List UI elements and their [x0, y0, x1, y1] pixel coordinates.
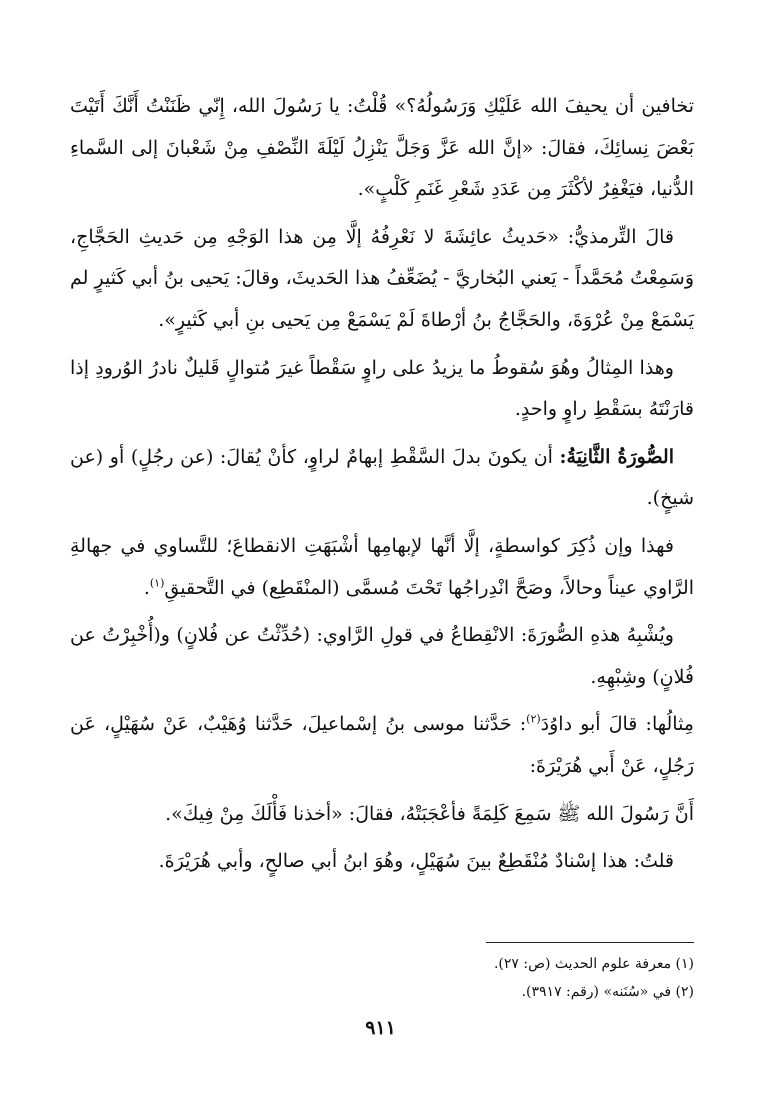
paragraph-text: وهذا المِثالُ وهُوَ سُقوطُ ما يزيدُ على راوٍ سَقْطاً غيرَ مُتوالٍ قَليلٌ نادرُ الوُرودِ إذا قارَنْتَهُ بسَقْطِ راوٍ واحدٍ. — [70, 356, 694, 421]
footnote-text: في «سُنَنه» (رقم: ٣٩١٧). — [521, 984, 672, 1000]
footnote-ref-1[interactable]: (١) — [149, 576, 165, 590]
paragraph-text: : حَدَّثنا موسى بنُ إسْماعيلَ، حَدَّثنا وُهَيْبٌ، عَنْ سُهَيْلٍ، عَن رَجُلٍ، عَنْ أَبي هُرَيْرَةَ: — [70, 713, 694, 777]
footnote-text: معرفة علوم الحديث (ص: ٢٧). — [493, 956, 672, 972]
paragraph-text: أَنَّ رَسُولَ الله ﷺ سَمِعَ كَلِمَةً فأعْجَبَتْهُ، فقالَ: «أخذنا فَأْلَكَ مِنْ فِيكَ». — [165, 802, 694, 825]
footnote-number: (٢) — [675, 984, 694, 1000]
footnote-2 — [300, 978, 694, 1006]
paragraph-ambiguity — [70, 526, 694, 609]
paragraph-tirmidhi-quote — [70, 217, 694, 342]
paragraph-example-abu-dawud — [70, 704, 694, 787]
paragraph-text: تخافين أن يحيفَ الله عَلَيْكِ وَرَسُولُهُ؟» قُلْتُ: يا رَسُولَ الله، إِنّي ظَنَنْتُ أَنَّكَ أَتَيْتَ بَعْضَ نِسائِكَ، فقالَ: «إنَّ الله عَزَّ وَجَلَّ يَنْزِلُ لَيْلَةَ النِّصْفِ مِنْ شَعْبانَ إلى السَّماءِ الدُّنيا، فيَغْفِرُ لأكْثَرَ مِن عَدَدِ شَعْرِ غَنَمِ كَلْبٍ». — [70, 95, 694, 201]
page-body — [70, 86, 694, 887]
paragraph-conclusion — [70, 841, 694, 883]
footnote-1 — [300, 950, 694, 978]
page-number: ٩١١ — [365, 1017, 396, 1039]
paragraph-text: أن يكونَ بدلَ السَّقْطِ إبهامٌ لراوٍ، كأنْ يُقالَ: (عن رجُلٍ) أو (عن شيخٍ). — [70, 445, 694, 510]
section-heading: الصُّورَةُ الثَّانِيَةُ: — [559, 445, 674, 468]
paragraph-text: فهذا وإن ذُكِرَ كواسطةٍ، إلَّا أنَّها لإبهامِها أشْبَهَتِ الانقطاعَ؛ للتَّساوي في جهالةِ الرَّاوي عيناً وحالاً، وصَحَّ انْدِراجُها تَحْتَ مُسمَّى (المنْقَطِع) في التَّحقيقِ — [70, 534, 694, 599]
footnotes — [300, 950, 694, 1006]
paragraph-hadith-text — [70, 794, 694, 836]
paragraph-similar — [70, 615, 694, 698]
paragraph-text: قلتُ: هذا إسْنادٌ مُنْقَطِعٌ بينَ سُهَيْلٍ، وهُوَ ابنُ أبي صالحٍ، وأبي هُرَيْرَةَ. — [158, 850, 674, 873]
paragraph-text: قالَ التِّرمذيُّ: «حَديثُ عائِشَةَ لا نَعْرِفُهُ إلَّا مِن هذا الوَجْهِ مِن حَديثِ الحَجَّاجِ، وَسَمِعْتُ مُحَمَّداً - يَعني البُخاريَّ - يُضَعِّفُ هذا الحَديثَ، وقالَ: يَحيى بنُ أبي كَثيرٍ لم يَسْمَعْ مِنْ عُرْوَةَ، والحَجَّاجُ بنُ أرْطاةَ لَمْ يَسْمَعْ مِن يَحيى بنِ أبي كَثيرٍ». — [70, 225, 694, 331]
paragraph-lead: مِثالُها: قالَ أبو داوُدَ — [540, 713, 694, 736]
footnote-ref-2[interactable]: (٢) — [526, 712, 541, 726]
footnote-number: (١) — [675, 956, 694, 972]
paragraph-example-note — [70, 348, 694, 431]
paragraph-text: ويُشْبِهُ هذهِ الصُّورَةَ: الانْقِطاعُ في قولِ الرَّاوي: (حُدِّثْتُ عن فُلانٍ) و(أُخْبِرْتُ عن فُلانٍ) وشِبْهِهِ. — [70, 624, 694, 688]
footnote-divider — [486, 942, 694, 943]
paragraph-second-form — [70, 437, 694, 520]
paragraph-end: . — [143, 576, 150, 599]
paragraph-hadith-continuation — [70, 86, 694, 211]
